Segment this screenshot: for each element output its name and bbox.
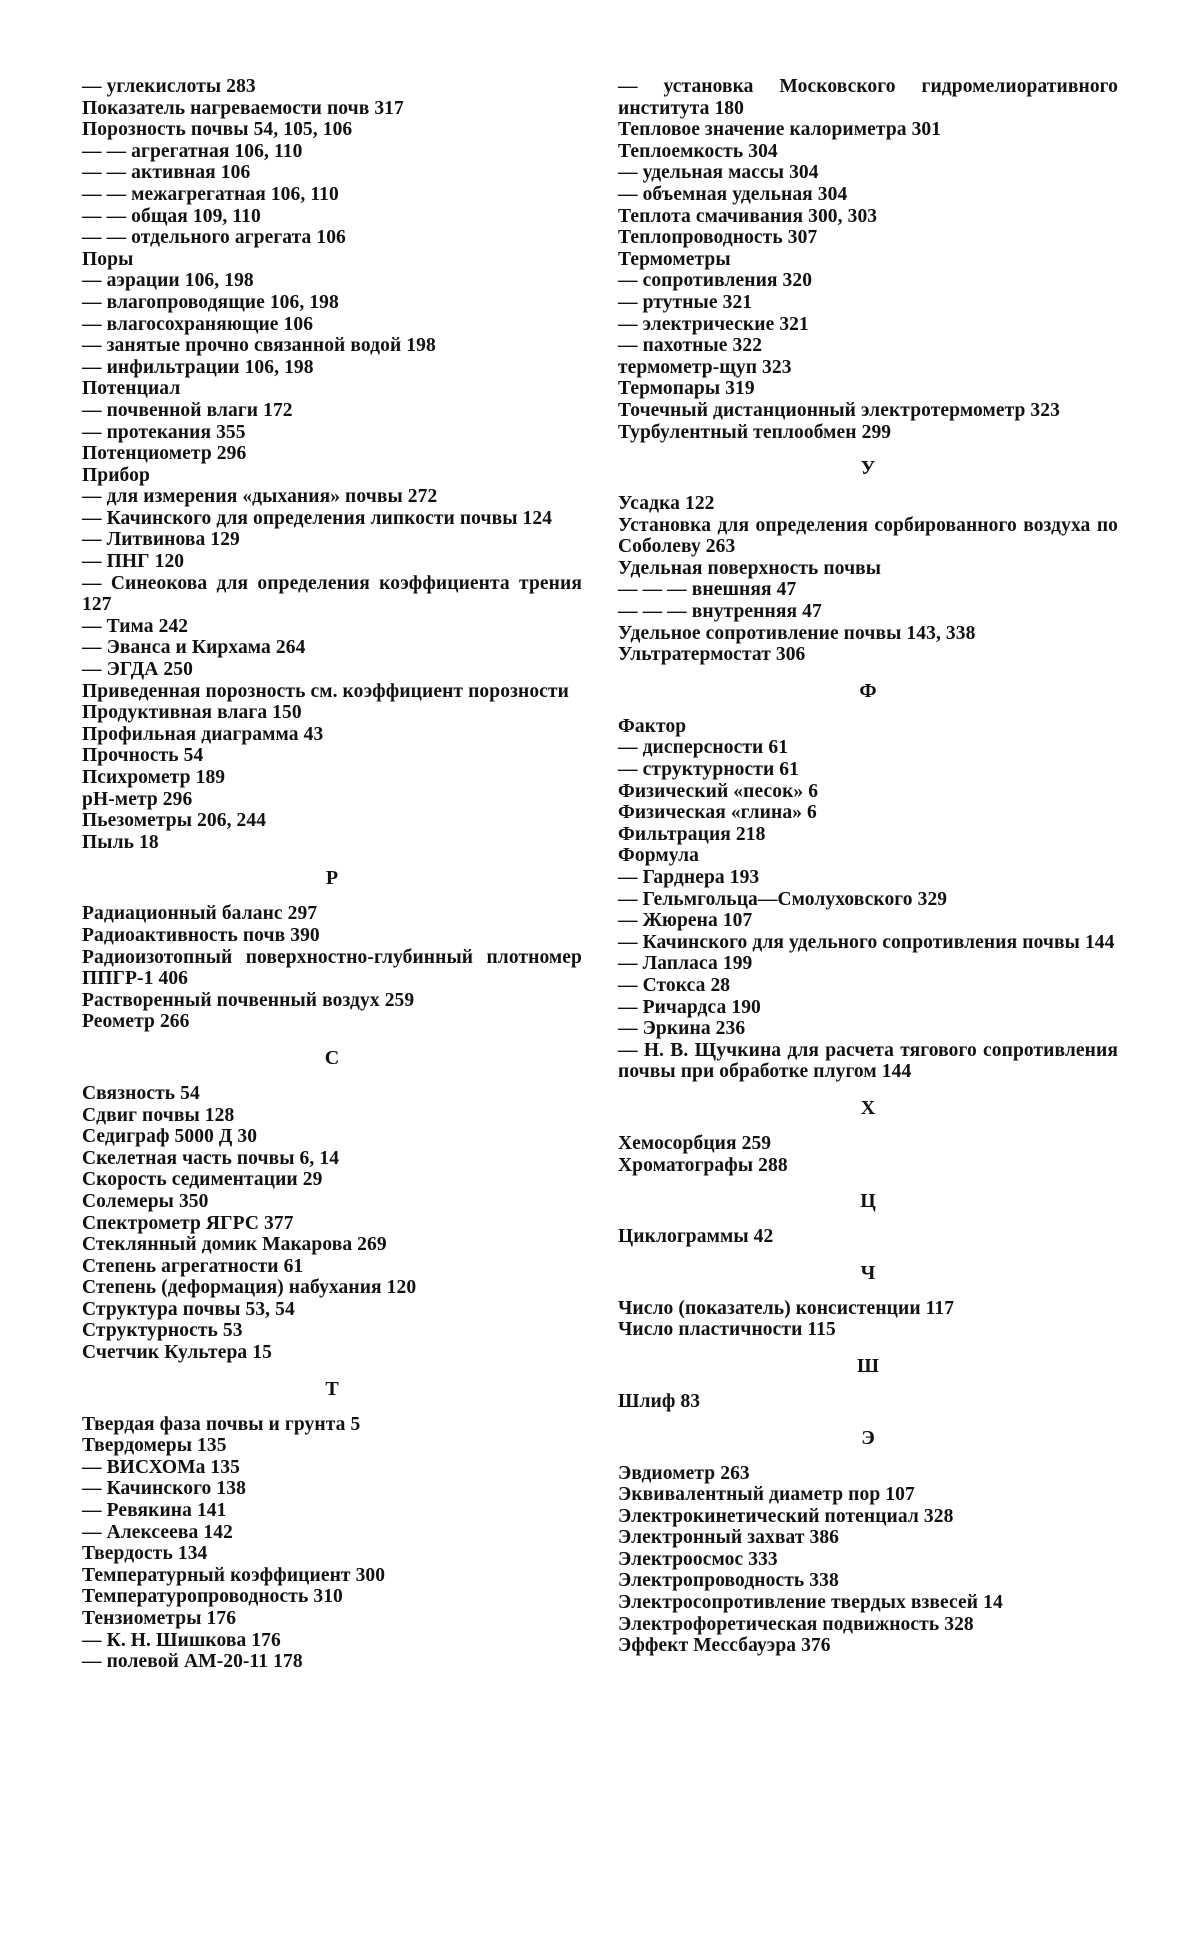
index-entry: Степень (деформация) набухания 120 [82, 1277, 417, 1299]
index-entry: Число (показатель) консистенции 117 [618, 1297, 955, 1319]
index-entry: — занятые прочно связанной водой 198 [82, 335, 436, 357]
index-entry: Сдвиг почвы 128 [82, 1104, 235, 1126]
index-entry: Седиграф 5000 Д 30 [82, 1126, 258, 1148]
section-letter-heading: Р [325, 867, 339, 890]
index-entry: Электронный захват 386 [618, 1527, 840, 1549]
section-letter-heading: Т [325, 1377, 339, 1400]
index-entry: Связность 54 [82, 1082, 200, 1104]
index-entry: Теплопроводность 307 [618, 227, 818, 249]
index-entry: Электроосмос 333 [618, 1548, 778, 1570]
section-letter-heading: Х [860, 1096, 876, 1119]
index-entry: — почвенной влаги 172 [82, 399, 293, 421]
index-entry: Ультратермостат 306 [618, 644, 806, 666]
index-entry: — сопротивления 320 [618, 270, 813, 292]
index-entry: — для измерения «дыхания» почвы 272 [82, 486, 438, 508]
index-entry: Хемосорбция 259 [618, 1132, 772, 1154]
index-entry: Пьезометры 206, 244 [82, 810, 267, 832]
index-entry: Пыль 18 [82, 831, 159, 853]
index-entry: Число пластичности 115 [618, 1319, 836, 1341]
index-entry: — установка Московского гидромелиоративного института 180 [618, 76, 1118, 119]
index-entry: Электрокинетический потенциал 328 [618, 1505, 954, 1527]
index-entry: — Ричардса 190 [618, 996, 761, 1018]
index-entry: — Стокса 28 [618, 974, 731, 996]
index-entry: Удельная поверхность почвы [618, 557, 882, 579]
index-entry: pH-метр 296 [82, 788, 193, 810]
index-entry: — Тима 242 [82, 615, 189, 637]
index-entry: Потенциометр 296 [82, 443, 247, 465]
index-entry: — ртутные 321 [618, 291, 753, 313]
index-entry: Поры [82, 248, 134, 270]
index-entry: Степень агрегатности 61 [82, 1255, 304, 1277]
index-entry: — влагопроводящие 106, 198 [82, 291, 339, 313]
index-entry: — влагосохраняющие 106 [82, 313, 314, 335]
index-column-right [618, 76, 1118, 1657]
index-entry: — Гарднера 193 [618, 867, 760, 888]
index-entry: — углекислоты 283 [82, 76, 256, 97]
index-entry: Радиоактивность почв 390 [82, 924, 320, 946]
index-entry: — аэрации 106, 198 [82, 270, 254, 292]
index-entry: — ВИСХОМа 135 [82, 1456, 240, 1478]
index-entry: Приведенная порозность см. коэффициент порозности [82, 680, 569, 702]
index-entry: — полевой АМ-20-11 178 [82, 1651, 303, 1673]
index-entry: — ПНГ 120 [82, 551, 185, 573]
index-entry: Температуропроводность 310 [82, 1586, 343, 1608]
index-entry: Фактор [618, 715, 687, 737]
index-entry: Радиоизотопный поверхностно-глубинный плотномер ППГР-1 406 [82, 946, 582, 990]
index-entry: Твердомеры 135 [82, 1435, 227, 1457]
index-entry: — Лапласа 199 [618, 953, 753, 975]
index-entry: Стеклянный домик Макарова 269 [82, 1234, 387, 1256]
index-entry: — Литвинова 129 [82, 529, 240, 551]
index-entry: — ЭГДА 250 [82, 659, 193, 681]
index-entry: — удельная массы 304 [618, 162, 819, 184]
section-letter-heading: С [324, 1046, 340, 1069]
index-entry: Теплоемкость 304 [618, 140, 778, 162]
index-entry: — Ревякина 141 [82, 1500, 227, 1522]
index-entry: Порозность почвы 54, 105, 106 [82, 119, 353, 141]
index-entry: Установка для определения сорбированного воздуха по Соболеву 263 [618, 514, 1118, 558]
index-entry: — — — внешняя 47 [618, 579, 797, 601]
index-entry: — Гельмгольца—Смолуховского 329 [618, 888, 948, 910]
index-entry: Психрометр 189 [82, 767, 226, 788]
index-entry: — Качинского 138 [82, 1478, 246, 1500]
index-entry: — Эванса и Кирхама 264 [82, 637, 306, 659]
index-entry: Температурный коэффициент 300 [82, 1564, 386, 1586]
index-entry: Теплота смачивания 300, 303 [618, 205, 878, 227]
index-entry: — объемная удельная 304 [618, 183, 848, 205]
index-entry: Электрофоретическая подвижность 328 [618, 1613, 974, 1635]
index-entry: Электропроводность 338 [618, 1570, 839, 1592]
index-entry: Термопары 319 [618, 378, 755, 400]
index-entry: Физическая «глина» 6 [618, 802, 817, 824]
index-entry: Спектрометр ЯГРС 377 [82, 1212, 294, 1234]
index-entry: Удельное сопротивление почвы 143, 338 [618, 622, 976, 644]
index-entry: — — отдельного агрегата 106 [82, 227, 346, 249]
index-entry: — Н. В. Щучкина для расчета тягового сопротивления почвы при обработке плугом 144 [618, 1039, 1118, 1083]
index-entry: Твердость 134 [82, 1543, 208, 1565]
index-entry: — дисперсности 61 [618, 737, 789, 759]
index-entry: — Алексеева 142 [82, 1521, 233, 1543]
index-entry: — — общая 109, 110 [82, 205, 261, 227]
index-entry: Термометры [618, 248, 731, 270]
index-entry: — протекания 355 [82, 421, 246, 443]
index-entry: Структура почвы 53, 54 [82, 1298, 295, 1320]
index-entry: Электросопротивление твердых взвесей 14 [618, 1592, 1003, 1614]
index-entry: Реометр 266 [82, 1011, 190, 1033]
index-entry: Эффект Мессбауэра 376 [618, 1635, 831, 1657]
index-entry: Тензиометры 176 [82, 1608, 237, 1629]
index-entry: Показатель нагреваемости почв 317 [82, 97, 404, 119]
index-entry: — Качинского для удельного сопротивления почвы 144 [618, 931, 1115, 953]
index-entry: Прочность 54 [82, 745, 204, 767]
section-letter-heading: У [860, 457, 876, 480]
index-entry: Физический «песок» 6 [618, 780, 819, 802]
index-entry: — пахотные 322 [618, 335, 763, 357]
index-entry: Фильтрация 218 [618, 823, 766, 845]
index-entry: Эвдиометр 263 [618, 1462, 750, 1484]
index-entry: термометр-щуп 323 [618, 356, 792, 378]
index-entry: Турбулентный теплообмен 299 [618, 421, 892, 443]
index-entry: Усадка 122 [618, 493, 715, 515]
index-entry: Шлиф 83 [618, 1390, 701, 1412]
index-entry: Формула [618, 845, 699, 867]
section-letter-heading: Ч [860, 1261, 876, 1284]
index-entry: Хроматографы 288 [618, 1154, 788, 1176]
index-entry: Потенциал [82, 378, 181, 400]
section-letter-heading: Ш [857, 1354, 879, 1377]
index-entry: Твердая фаза почвы и грунта 5 [82, 1413, 361, 1435]
index-entry: Профильная диаграмма 43 [82, 723, 324, 745]
index-entry: — инфильтрации 106, 198 [82, 356, 314, 378]
index-entry: — Синеокова для определения коэффициента трения 127 [82, 572, 582, 616]
index-entry: Тепловое значение калориметра 301 [618, 119, 942, 141]
section-letter-heading: Ф [859, 679, 877, 702]
section-letter-heading: Э [861, 1426, 875, 1449]
index-entry: Продуктивная влага 150 [82, 702, 302, 724]
index-entry: Растворенный почвенный воздух 259 [82, 989, 415, 1011]
index-entry: — Эркина 236 [618, 1018, 746, 1040]
index-entry: — — активная 106 [82, 162, 251, 184]
index-entry: — Качинского для определения липкости почвы 124 [82, 507, 553, 529]
index-entry: Радиационный баланс 297 [82, 903, 318, 925]
index-entry: — — — внутренняя 47 [618, 601, 822, 623]
index-entry: Точечный дистанционный электротермометр 323 [618, 399, 1060, 421]
index-entry: Скелетная часть почвы 6, 14 [82, 1147, 340, 1169]
index-entry: — К. Н. Шишкова 176 [82, 1629, 281, 1651]
index-entry: — — межагрегатная 106, 110 [82, 183, 339, 205]
index-entry: Солемеры 350 [82, 1190, 209, 1212]
index-entry: Циклограммы 42 [618, 1226, 774, 1248]
index-entry: — Жюрена 107 [618, 910, 753, 932]
index-entry: Счетчик Культера 15 [82, 1342, 272, 1364]
index-entry: — электрические 321 [618, 313, 809, 335]
index-entry: Структурность 53 [82, 1320, 243, 1342]
index-entry: Прибор [82, 464, 150, 486]
section-letter-heading: Ц [860, 1190, 876, 1213]
index-entry: — структурности 61 [618, 759, 799, 781]
index-entry: — — агрегатная 106, 110 [82, 140, 303, 162]
index-entry: Эквивалентный диаметр пор 107 [618, 1484, 915, 1506]
index-column-left [82, 76, 582, 1673]
index-entry: Скорость седиментации 29 [82, 1169, 323, 1191]
